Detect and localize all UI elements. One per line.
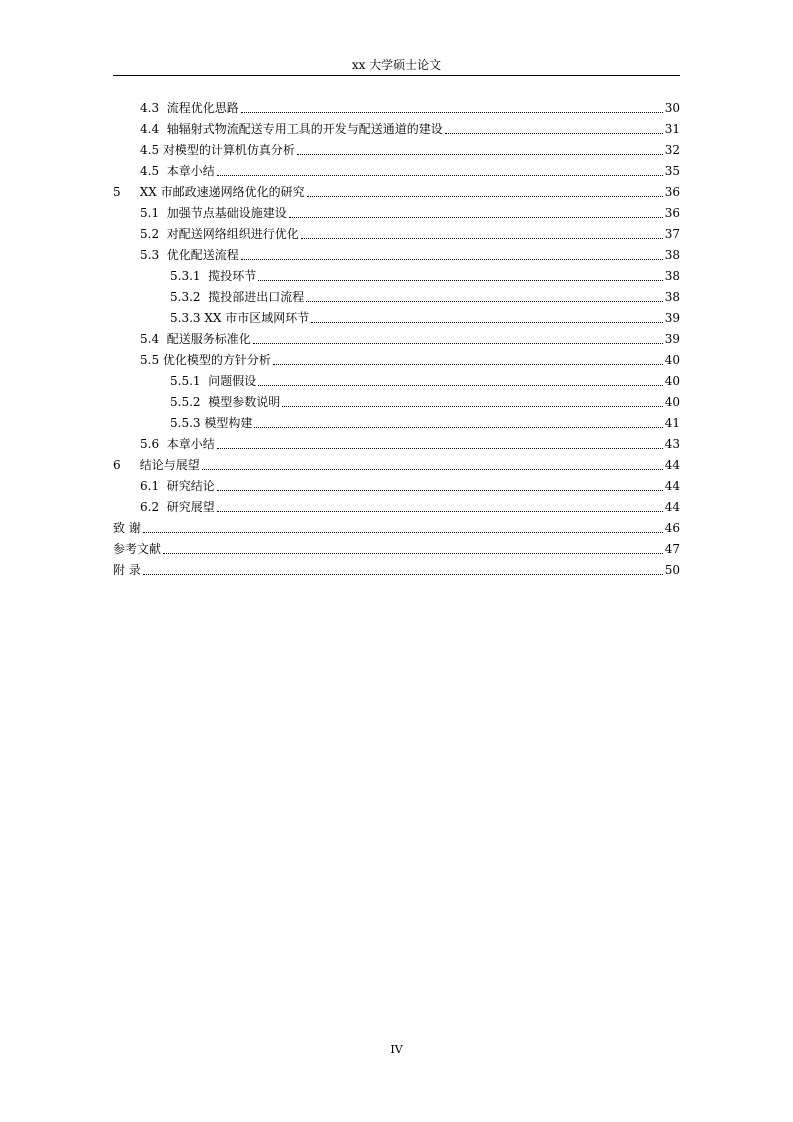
toc-entry-label: 6.1 研究结论	[140, 479, 215, 493]
toc-leader	[202, 457, 663, 470]
toc-leader	[241, 100, 663, 113]
toc-entry[interactable]	[170, 389, 680, 410]
toc-page-number: 44	[664, 500, 680, 514]
toc-leader	[217, 436, 663, 449]
toc-page-number: 39	[664, 332, 680, 346]
toc-entry[interactable]	[170, 368, 680, 389]
toc-page-number: 30	[664, 101, 680, 115]
toc-leader	[163, 541, 663, 554]
toc-entry[interactable]	[140, 137, 680, 158]
toc-page-number: 35	[664, 164, 680, 178]
toc-page-number: 38	[664, 290, 680, 304]
toc-entry[interactable]	[170, 410, 680, 431]
toc-entry[interactable]	[140, 347, 680, 368]
toc-entry[interactable]	[140, 158, 680, 179]
toc-entry[interactable]	[140, 431, 680, 452]
toc-entry[interactable]	[113, 536, 680, 557]
toc-leader	[273, 352, 663, 365]
toc-page-number: 38	[664, 269, 680, 283]
toc-entry-label: 5.1 加强节点基础设施建设	[140, 206, 287, 220]
toc-page-number: 46	[664, 521, 680, 535]
toc-page-number: 38	[664, 248, 680, 262]
toc-page-number: 47	[664, 542, 680, 556]
toc-entry-label: 6.2 研究展望	[140, 500, 215, 514]
toc-page-number: 32	[664, 143, 680, 157]
toc-page-number: 39	[664, 311, 680, 325]
toc-entry-label: 5.5 优化模型的方针分析	[140, 353, 271, 367]
toc-leader	[297, 142, 663, 155]
toc-entry-label: 5 XX 市邮政速递网络优化的研究	[113, 185, 305, 199]
toc-entry-label: 5.4 配送服务标准化	[140, 332, 251, 346]
toc-leader	[217, 478, 663, 491]
toc-leader	[282, 394, 663, 407]
toc-page-number: 44	[664, 458, 680, 472]
toc-entry[interactable]	[140, 242, 680, 263]
toc-leader	[306, 289, 663, 302]
toc-entry-label: 附 录	[113, 563, 141, 577]
toc-page-number: 36	[664, 185, 680, 199]
toc-leader	[143, 562, 663, 575]
toc-entry[interactable]	[113, 515, 680, 536]
toc-entry-label: 5.2 对配送网络组织进行优化	[140, 227, 299, 241]
toc-page-number: 31	[664, 122, 680, 136]
toc-leader	[311, 310, 662, 323]
toc-leader	[254, 415, 662, 428]
toc-leader	[445, 121, 663, 134]
toc-page-number: 37	[664, 227, 680, 241]
toc-entry[interactable]	[170, 305, 680, 326]
toc-page-number: 41	[664, 416, 680, 430]
toc-leader	[289, 205, 663, 218]
toc-entry-label: 5.5.2 模型参数说明	[170, 395, 281, 409]
toc-entry[interactable]	[140, 473, 680, 494]
toc-leader	[217, 499, 663, 512]
toc-entry-label: 4.4 轴辐射式物流配送专用工具的开发与配送通道的建设	[140, 122, 443, 136]
toc-page-number: 40	[664, 395, 680, 409]
toc-entry-label: 5.3.2 揽投部进出口流程	[170, 290, 305, 304]
toc-leader	[258, 268, 663, 281]
toc-leader	[253, 331, 663, 344]
toc-entry[interactable]	[113, 557, 680, 578]
toc-page-number: 50	[664, 563, 680, 577]
toc-entry-label: 5.3.1 揽投环节	[170, 269, 257, 283]
toc-entry-label: 5.5.1 问题假设	[170, 374, 257, 388]
toc-entry[interactable]	[140, 95, 680, 116]
toc-page-number: 40	[664, 353, 680, 367]
toc-entry-label: 4.3 流程优化思路	[140, 101, 239, 115]
toc-entry-label: 5.3 优化配送流程	[140, 248, 239, 262]
toc-entry[interactable]	[170, 263, 680, 284]
toc-entry[interactable]	[113, 452, 680, 473]
toc-entry-label: 4.5 本章小结	[140, 164, 215, 178]
toc-entry[interactable]	[140, 200, 680, 221]
toc-entry-label: 致 谢	[113, 521, 141, 535]
toc-entry-label: 5.3.3 XX 市市区域网环节	[170, 311, 310, 325]
toc-entry-label: 参考文献	[113, 542, 162, 556]
toc-leader	[307, 184, 663, 197]
toc-leader	[143, 520, 663, 533]
toc-entry[interactable]	[140, 494, 680, 515]
toc-entry-label: 4.5 对模型的计算机仿真分析	[140, 143, 295, 157]
toc-leader	[241, 247, 663, 260]
toc-leader	[217, 163, 663, 176]
toc-page-number: 43	[664, 437, 680, 451]
toc-entry-label: 6 结论与展望	[113, 458, 200, 472]
toc-page-number: 36	[664, 206, 680, 220]
toc-entry-label: 5.5.3 模型构建	[170, 416, 253, 430]
page-number: IV	[390, 1043, 403, 1056]
toc-entry-label: 5.6 本章小结	[140, 437, 215, 451]
toc-entry[interactable]	[140, 326, 680, 347]
toc-leader	[301, 226, 663, 239]
toc-entry[interactable]	[170, 284, 680, 305]
header-rule	[113, 75, 680, 76]
toc-page-number: 44	[664, 479, 680, 493]
toc-entry[interactable]	[140, 116, 680, 137]
toc-entry[interactable]	[140, 221, 680, 242]
running-header: xx 大学硕士论文	[351, 58, 442, 72]
toc-leader	[258, 373, 663, 386]
toc-entry[interactable]	[113, 179, 680, 200]
toc-page-number: 40	[664, 374, 680, 388]
